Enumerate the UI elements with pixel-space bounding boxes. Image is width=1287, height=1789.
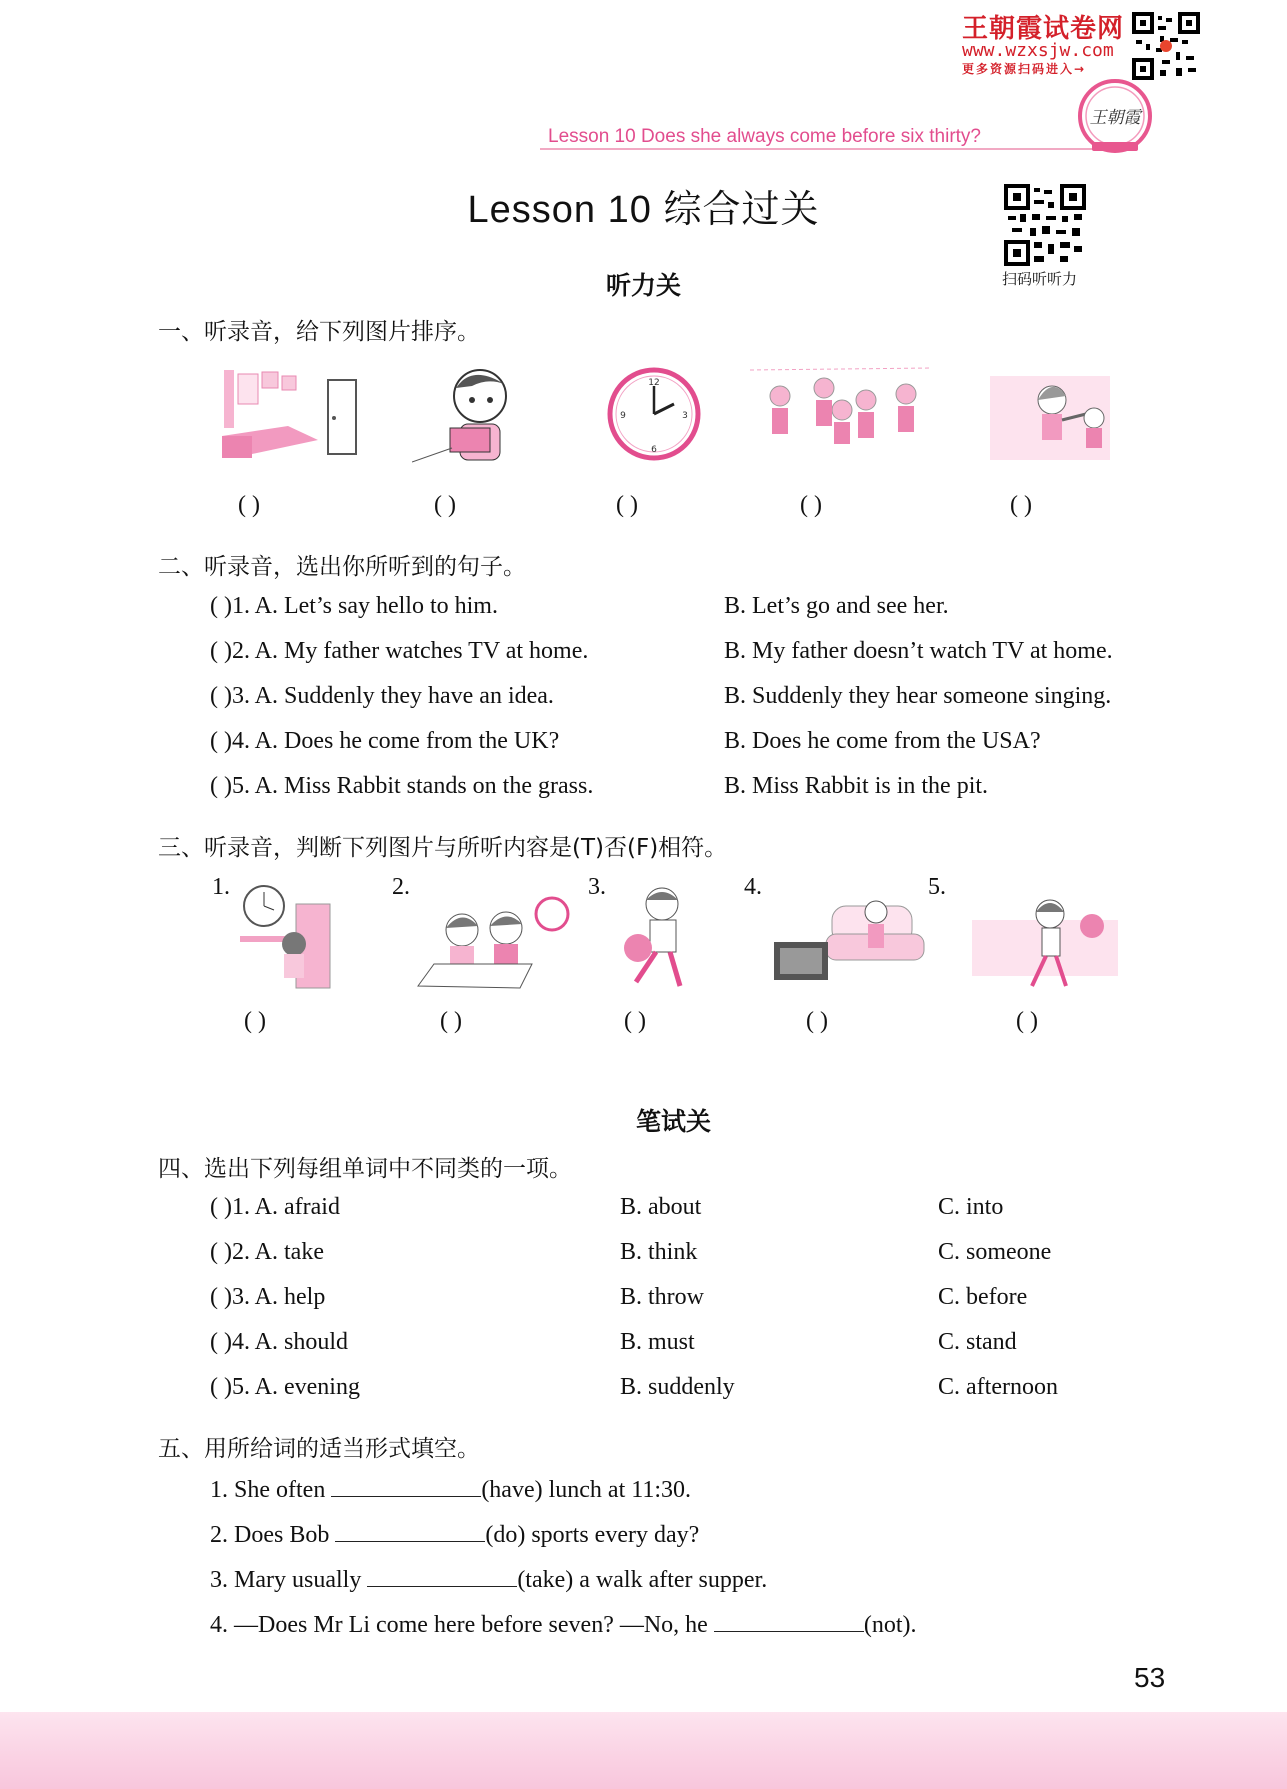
- part1-blank-4[interactable]: ( ): [800, 492, 822, 518]
- part5-item-4: [210, 1609, 916, 1639]
- part2-item-1-a[interactable]: ( )1. A. Let’s say hello to him.: [210, 593, 498, 619]
- part4-item-1-a[interactable]: ( )1. A. afraid: [210, 1194, 340, 1220]
- boy-reading-picture: [412, 362, 542, 466]
- part1-heading: 一、听录音，给下列图片排序。: [158, 319, 480, 345]
- part2-item-5-b: B. Miss Rabbit is in the pit.: [724, 773, 989, 799]
- page-title: Lesson 10 综合过关: [467, 189, 820, 231]
- part5-item-3: [210, 1564, 767, 1594]
- part4-item-4-c: C. stand: [938, 1329, 1017, 1355]
- part2-item-2-b: B. My father doesn’t watch TV at home.: [724, 638, 1113, 664]
- part5-item-4-blank[interactable]: [714, 1609, 864, 1632]
- part4-item-4-a[interactable]: ( )4. A. should: [210, 1329, 348, 1355]
- part2-heading: 二、听录音，选出你所听到的句子。: [158, 554, 526, 580]
- svg-text:12: 12: [648, 378, 660, 388]
- part5-item-3-post: (take) a walk after supper.: [517, 1567, 768, 1593]
- girl-clock-door-picture: [236, 884, 340, 994]
- part5-item-3-pre: 3. Mary usually: [210, 1567, 368, 1593]
- boy-basketball-picture: [610, 882, 710, 998]
- part4-item-5-a[interactable]: ( )5. A. evening: [210, 1374, 360, 1400]
- part5-item-4-post: (not).: [863, 1612, 917, 1638]
- svg-text:王朝霞: 王朝霞: [1089, 108, 1141, 128]
- part5-item-3-blank[interactable]: [367, 1564, 517, 1587]
- listen-qr-caption: 扫码听听力: [1002, 270, 1078, 288]
- svg-text:3: 3: [682, 411, 688, 421]
- bottom-decorative-band: [0, 1712, 1287, 1789]
- part3-label-1: 1.: [212, 874, 230, 900]
- part5-item-4-pre: 4. —Does Mr Li come here before seven? —No, he: [210, 1612, 714, 1638]
- page-number: 53: [1134, 1662, 1166, 1693]
- part3-label-5: 5.: [928, 874, 946, 900]
- girl-sofa-tv-picture: [772, 890, 932, 994]
- part1-blank-5[interactable]: ( ): [1010, 492, 1032, 518]
- part4-item-2-c: C. someone: [938, 1239, 1052, 1265]
- part2-item-4-b: B. Does he come from the USA?: [724, 728, 1041, 754]
- clock-picture: [606, 366, 702, 462]
- svg-text:9: 9: [620, 411, 626, 421]
- part3-blank-3[interactable]: ( ): [624, 1008, 646, 1034]
- part4-item-3-a[interactable]: ( )3. A. help: [210, 1284, 326, 1310]
- part2-item-1-b: B. Let’s go and see her.: [724, 593, 949, 619]
- part3-blank-1[interactable]: ( ): [244, 1008, 266, 1034]
- bedroom-picture: [218, 366, 360, 466]
- part1-blank-1[interactable]: ( ): [238, 492, 260, 518]
- part4-item-2-a[interactable]: ( )2. A. take: [210, 1239, 324, 1265]
- part4-item-2-b: B. think: [620, 1239, 698, 1265]
- part5-item-1-blank[interactable]: [331, 1474, 481, 1497]
- header-divider: [540, 148, 1130, 150]
- part4-item-1-b: B. about: [620, 1194, 702, 1220]
- part4-item-4-b: B. must: [620, 1329, 695, 1355]
- part5-item-2: [210, 1519, 699, 1549]
- part2-item-3-b: B. Suddenly they hear someone singing.: [724, 683, 1112, 709]
- part4-item-3-c: C. before: [938, 1284, 1028, 1310]
- two-children-drawing-picture: [414, 890, 570, 994]
- brand-url[interactable]: www.wzxsjw.com: [962, 40, 1114, 61]
- writing-section-title: 笔试关: [635, 1107, 711, 1136]
- part3-label-4: 4.: [744, 874, 762, 900]
- part5-item-2-blank[interactable]: [335, 1519, 485, 1542]
- part5-heading: 五、用所给词的适当形式填空。: [158, 1436, 480, 1462]
- part4-item-5-c: C. afternoon: [938, 1374, 1058, 1400]
- part1-blank-2[interactable]: ( ): [434, 492, 456, 518]
- part4-item-1-c: C. into: [938, 1194, 1004, 1220]
- seal-logo-icon: [1074, 78, 1156, 154]
- part5-item-1-pre: 1. She often: [210, 1477, 332, 1503]
- children-playing-picture: [750, 366, 932, 466]
- part2-item-3-a[interactable]: ( )3. A. Suddenly they have an idea.: [210, 683, 554, 709]
- svg-text:6: 6: [651, 445, 657, 455]
- part3-blank-4[interactable]: ( ): [806, 1008, 828, 1034]
- brand-more-resources: 更多资源扫码进入→: [962, 62, 1087, 76]
- brand-title: 王朝霞试卷网: [962, 14, 1125, 44]
- part3-label-2: 2.: [392, 874, 410, 900]
- part4-item-3-b: B. throw: [620, 1284, 704, 1310]
- part2-item-2-a[interactable]: ( )2. A. My father watches TV at home.: [210, 638, 589, 664]
- part3-blank-5[interactable]: ( ): [1016, 1008, 1038, 1034]
- part4-item-5-b: B. suddenly: [620, 1374, 735, 1400]
- part3-label-3: 3.: [588, 874, 606, 900]
- running-lesson-title: Lesson 10 Does she always come before six thirty?: [548, 126, 981, 147]
- part5-item-2-post: (do) sports every day?: [485, 1522, 700, 1548]
- girl-walking-sunset-picture: [970, 890, 1120, 994]
- part3-blank-2[interactable]: ( ): [440, 1008, 462, 1034]
- listening-section-title: 听力关: [605, 271, 681, 300]
- part2-item-4-a[interactable]: ( )4. A. Does he come from the UK?: [210, 728, 560, 754]
- girl-running-picture: [986, 366, 1122, 466]
- part4-heading: 四、选出下列每组单词中不同类的一项。: [158, 1156, 572, 1182]
- part2-item-5-a[interactable]: ( )5. A. Miss Rabbit stands on the grass.: [210, 773, 594, 799]
- part5-item-1-post: (have) lunch at 11:30.: [481, 1477, 692, 1503]
- part5-item-1: [210, 1474, 691, 1504]
- listen-qr-code[interactable]: [1004, 184, 1086, 266]
- part5-item-2-pre: 2. Does Bob: [210, 1522, 336, 1548]
- part1-blank-3[interactable]: ( ): [616, 492, 638, 518]
- brand-qr-code[interactable]: [1132, 12, 1200, 80]
- part3-heading: 三、听录音，判断下列图片与所听内容是(T)否(F)相符。: [158, 835, 728, 861]
